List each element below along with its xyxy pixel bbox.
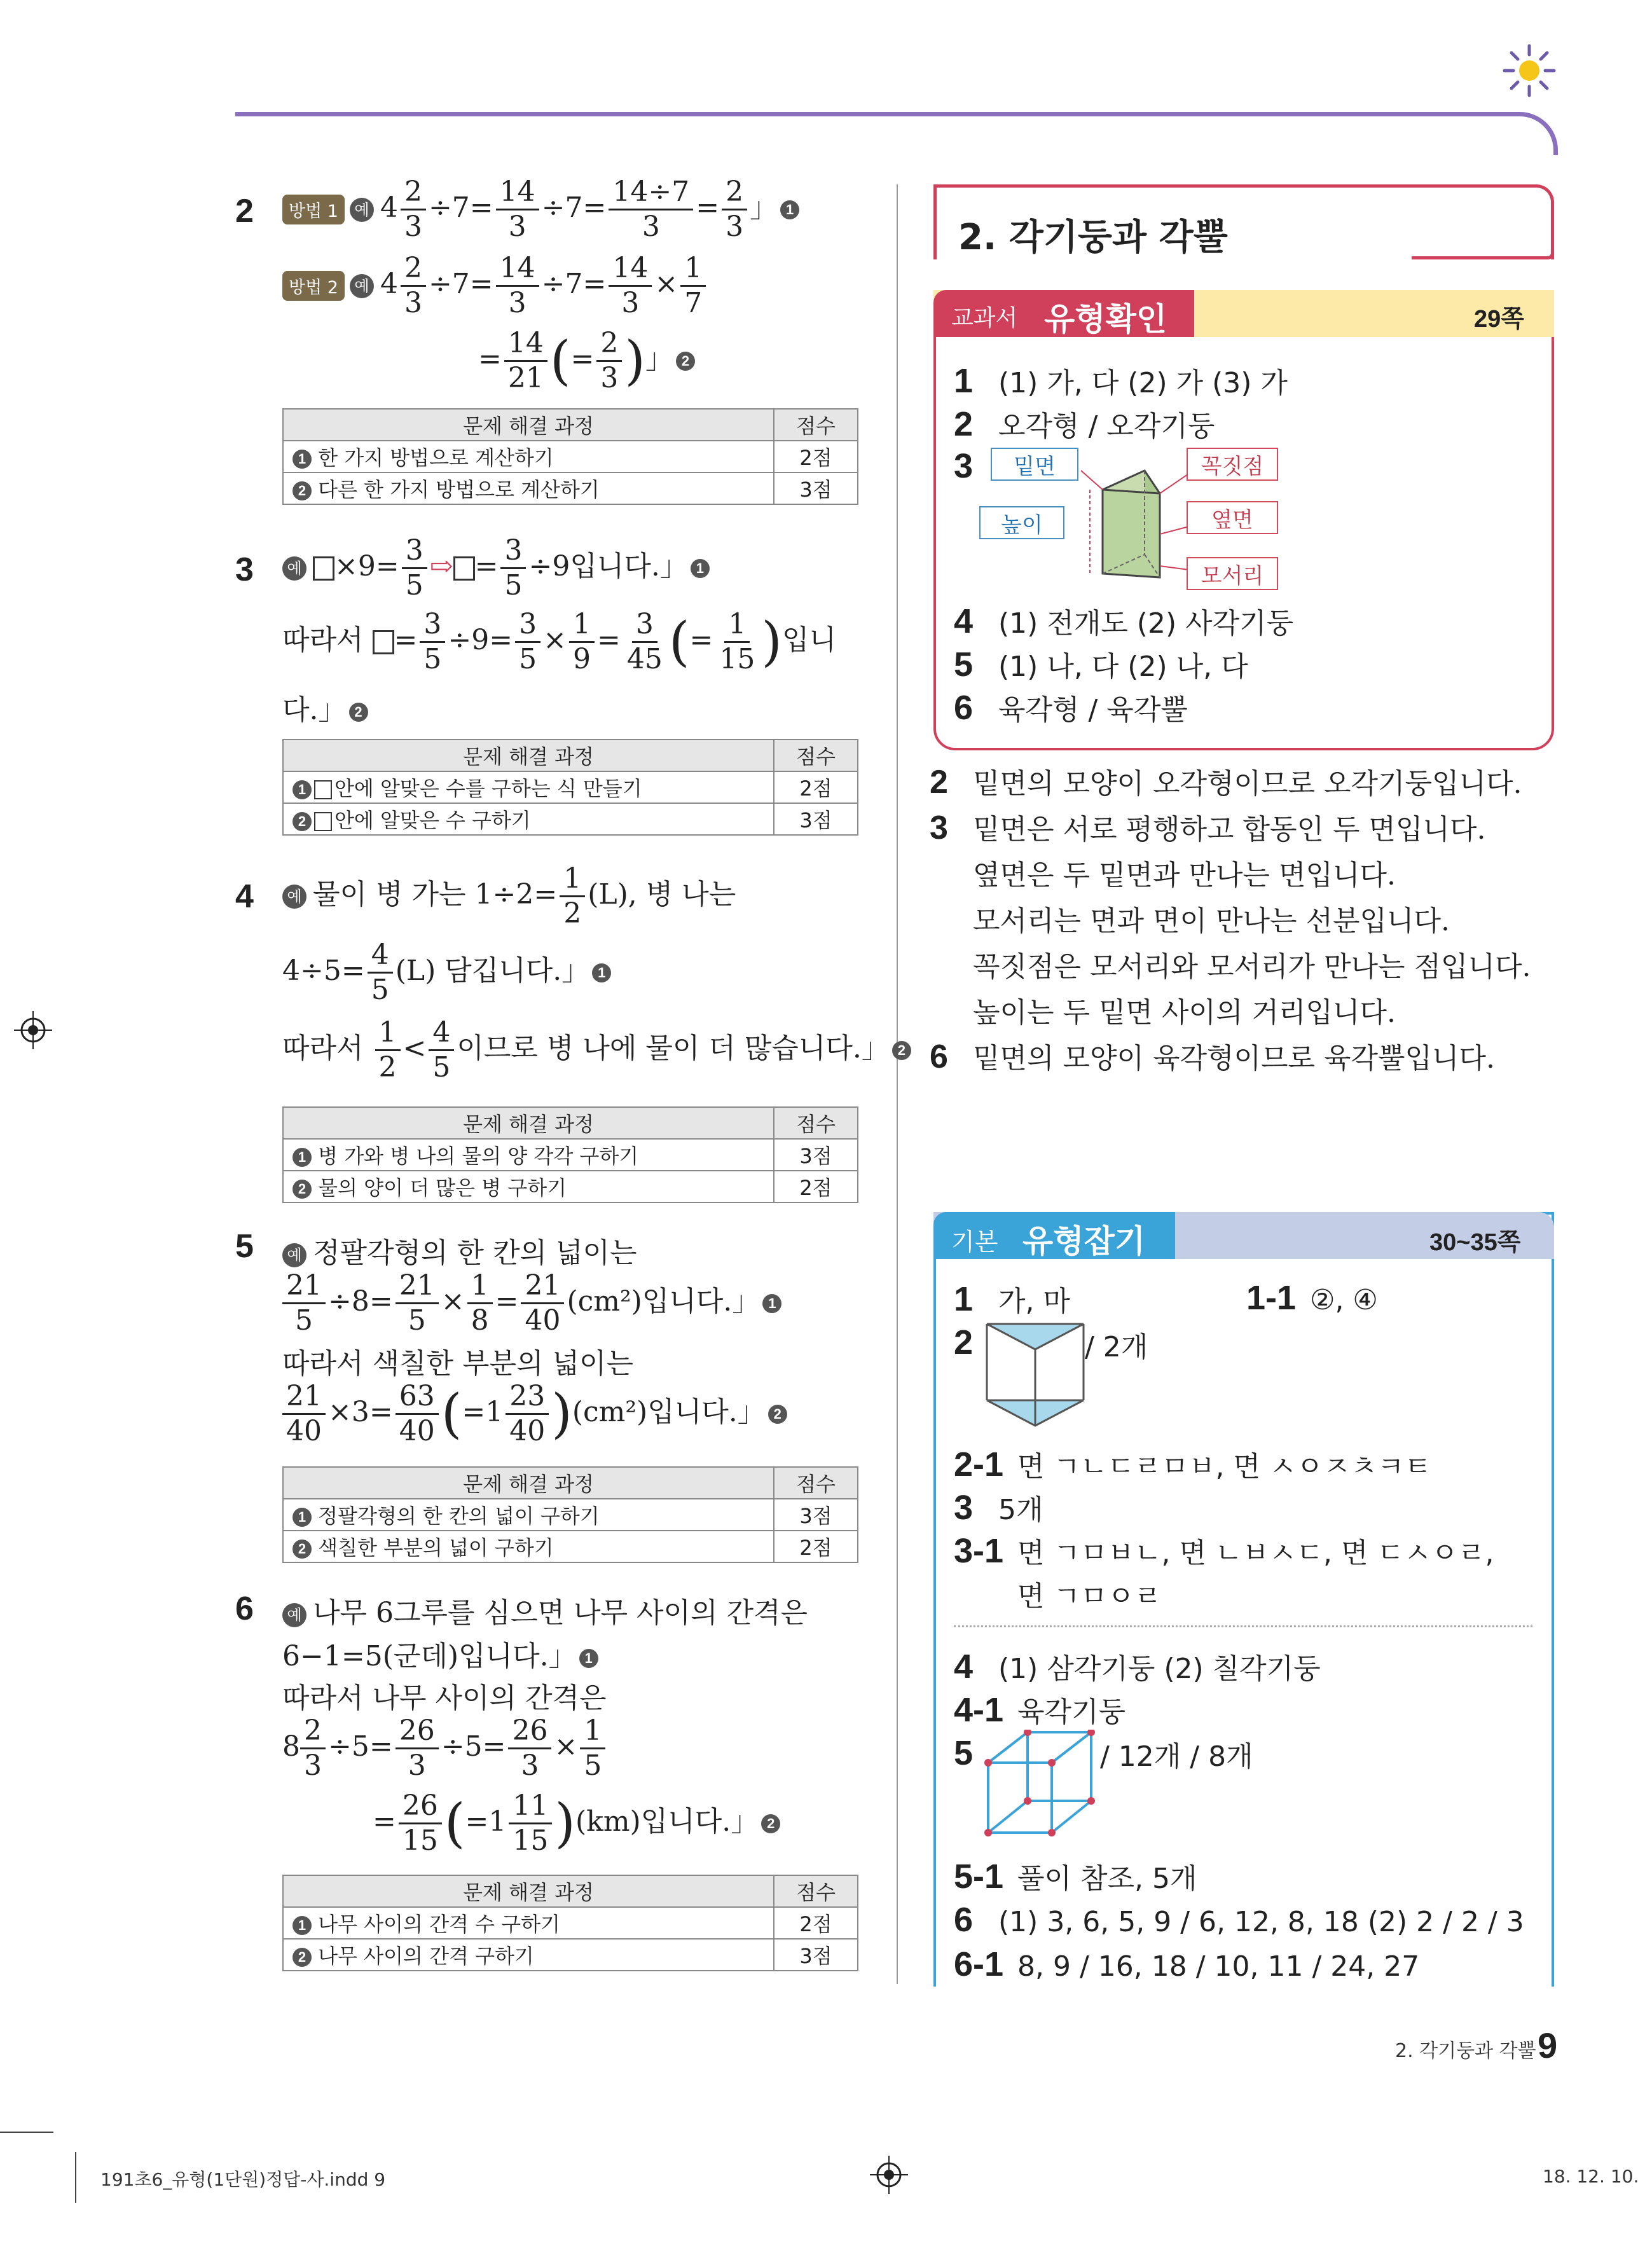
q3-number: 3 — [235, 551, 254, 588]
sec2-r6: 6 (1) 3, 6, 5, 9 / 6, 12, 8, 18 (2) 2 / 2 / 3 — [954, 1901, 1524, 1939]
sec1-a4: 4 (1) 전개도 (2) 사각기둥 — [954, 602, 1294, 640]
q4-number: 4 — [235, 878, 254, 915]
dotted-divider — [954, 1625, 1532, 1627]
q5-number: 5 — [235, 1228, 254, 1265]
q2-score-table: 문제 해결 과정 점수 1 한 가지 방법으로 계산하기 2점 2 다른 한 가지 방법으로 계산하기 3점 — [282, 408, 858, 505]
q2-method2-result: = $\frac{14}{21}$ (= $\frac{2}{3}$ )」 2 — [478, 329, 695, 392]
label-vertex: 꼭짓점 — [1187, 448, 1278, 481]
label-side: 옆면 — [1187, 501, 1278, 534]
sec2-r3-1: 3-1 면 ㄱㅁㅂㄴ, 면 ㄴㅂㅅㄷ, 면 ㄷㅅㅇㄹ, — [954, 1532, 1494, 1570]
q6-line3: 따라서 나무 사이의 간격은 — [282, 1682, 607, 1714]
sec2-r5-ans: / 12개 / 8개 — [1100, 1740, 1253, 1773]
label-height: 높이 — [979, 506, 1064, 539]
q3-line3: 다.」 2 — [282, 687, 368, 727]
q4-line3: 따라서 $\frac{1}{2}$ < $\frac{4}{5}$ 이므로 병 나에 물이 더 많습니다.」 2 — [282, 1019, 911, 1082]
sec2-r4: 4 (1) 삼각기둥 (2) 칠각기둥 — [954, 1648, 1321, 1686]
q3-line2: 따라서 = $\frac{3}{5}$ ÷9= $\frac{3}{5}$ × $\frac{1}{9}$ = $\frac{3}{45}$ (= $\frac{1}{15}$ )입니 — [282, 608, 837, 675]
sec2-r1: 1 가, 마 — [954, 1280, 1070, 1318]
explanations: 2 밑면의 모양이 오각형이므로 오각기둥입니다. 3 밑면은 서로 평행하고 합동인 두 면입니다. 옆면은 두 밑면과 만나는 면입니다. 모서리는 면과 면이 만나는 선분입니다. 꼭짓점은 모서리와 모서리가 만나는 점입니다. 높이는 두 밑면 사이의 거리입니다. 6 밑면의 모양이 육각형이므로 육각뿔입니다. — [930, 764, 1531, 1075]
sec1-page: 29쪽 — [1474, 306, 1524, 333]
chapter-title-box — [933, 184, 1554, 259]
registration-mark-icon — [870, 2156, 908, 2194]
q5-line1: 예 정팔각형의 한 칸의 넓이는 — [282, 1230, 637, 1271]
sec2-tab: 기본 유형잡기 — [933, 1212, 1175, 1259]
q6-line1: 예 나무 6그루를 심으면 나무 사이의 간격은 — [282, 1590, 808, 1630]
q6-line2: 6−1=5(군데)입니다.」 1 — [282, 1633, 598, 1674]
method2-badge: 방법 2 — [282, 271, 345, 301]
sec2-r2: 2 — [954, 1323, 974, 1361]
q3-line1: 예 ×9= $\frac{3}{5}$ ⇨ = $\frac{3}{5}$ ÷9입니다.」 1 — [282, 537, 710, 600]
q4-line2: 4÷5= $\frac{4}{5}$ (L) 담깁니다.」 1 — [282, 941, 611, 1004]
sun-icon — [1501, 42, 1558, 99]
q5-score-table: 문제 해결 과정 점수 1 정팔각형의 한 칸의 넓이 구하기 3점 2 색칠한 부분의 넓이 구하기 2점 — [282, 1466, 858, 1563]
sec1-a1: 1 (1) 가, 다 (2) 가 (3) 가 — [954, 362, 1288, 400]
footer-left-tick — [75, 2152, 76, 2203]
sec2-r5: 5 — [954, 1734, 974, 1772]
header-rule — [235, 112, 1558, 155]
q6-line5: = $\frac{26}{15}$ (=1 $\frac{11}{15}$ )(km)입니다.」 2 — [373, 1792, 780, 1855]
sec1-a6: 6 육각형 / 육각뿔 — [954, 689, 1188, 727]
footer-date: 18. 12. 10. — [1543, 2166, 1639, 2187]
registration-mark-icon — [14, 1011, 52, 1049]
sec1-a3: 3 — [954, 447, 974, 485]
footer-chapter: 2. 각기둥과 각뿔 — [1395, 2040, 1536, 2062]
label-edge: 모서리 — [1187, 557, 1278, 590]
q4-score-table: 문제 해결 과정 점수 1 병 가와 병 나의 물의 양 각각 구하기 3점 2 물의 양이 더 많은 병 구하기 2점 — [282, 1106, 858, 1203]
sec2-r2-1: 2-1 면 ㄱㄴㄷㄹㅁㅂ, 면 ㅅㅇㅈㅊㅋㅌ — [954, 1445, 1431, 1484]
ye-icon: 예 — [350, 198, 374, 222]
footer-left-rule — [0, 2132, 53, 2133]
q6-number: 6 — [235, 1590, 254, 1627]
q4-line1: 예 물이 병 가는 1÷2= $\frac{1}{2}$ (L), 병 나는 — [282, 865, 736, 928]
q2-method1-line: 방법 1 예 4 $\frac{2}{3}$ ÷7= $\frac{14}{3}$ ÷7= $\frac{14\div 7}{3}$ = $\frac{2}{3}$ 」 1 — [282, 178, 799, 241]
q2-method2-line: 방법 2 예 4 $\frac{2}{3}$ ÷7= $\frac{14}{3}$ ÷7= $\frac{14}{3}$ × $\frac{1}{7}$ — [282, 254, 708, 317]
sec1-a2: 2 오각형 / 오각기둥 — [954, 405, 1215, 443]
q5-line2: $\frac{21}{5}$ ÷8= $\frac{21}{5}$ × $\frac{1}{8}$ = $\frac{21}{40}$ (cm²)입니다.」 1 — [282, 1272, 781, 1335]
sec2-r2-ans: / 2개 — [1085, 1331, 1148, 1363]
q6-line4: 8 $\frac{2}{3}$ ÷5= $\frac{26}{3}$ ÷5= $\frac{26}{3}$ × $\frac{1}{5}$ — [282, 1717, 608, 1780]
column-divider — [897, 184, 898, 1984]
q5-line4: $\frac{21}{40}$ ×3= $\frac{63}{40}$ (=1 $\frac{23}{40}$ )(cm²)입니다.」 2 — [282, 1382, 787, 1445]
q2-number: 2 — [235, 193, 254, 230]
q5-line3: 따라서 색칠한 부분의 넓이는 — [282, 1347, 634, 1380]
footer-page: 9 — [1538, 2025, 1558, 2065]
sec2-page: 30~35쪽 — [1429, 1229, 1521, 1256]
triangular-prism-figure — [984, 1321, 1086, 1436]
cube-figure — [982, 1730, 1109, 1844]
sec2-r6-1: 6-1 8, 9 / 16, 18 / 10, 11 / 24, 27 — [954, 1945, 1420, 1983]
label-bottom: 밑면 — [991, 448, 1078, 481]
sec1-a5: 5 (1) 나, 다 (2) 나, 다 — [954, 645, 1248, 684]
sec2-r1-1: 1-1 ②, ④ — [1246, 1279, 1378, 1317]
q3-score-table: 문제 해결 과정 점수 1 안에 알맞은 수를 구하는 식 만들기 2점 2 안에 알맞은 수 구하기 3점 — [282, 739, 858, 836]
sec1-tab: 교과서 유형확인 — [933, 290, 1194, 337]
sec2-r3-1b: 면 ㄱㅁㅇㄹ — [1017, 1580, 1162, 1613]
sec2-r3: 3 5개 — [954, 1489, 1043, 1527]
footer-file: 191초6_유형(1단원)정답-사.indd 9 — [100, 2169, 386, 2190]
q6-score-table: 문제 해결 과정 점수 1 나무 사이의 간격 수 구하기 2점 2 나무 사이의 간격 구하기 3점 — [282, 1875, 858, 1971]
sec2-r5-1: 5-1 풀이 참조, 5개 — [954, 1857, 1197, 1896]
method1-badge: 방법 1 — [282, 195, 345, 224]
chapter-title: 2. 각기둥과 각뿔 — [958, 217, 1228, 258]
sec2-r4-1: 4-1 육각기둥 — [954, 1691, 1126, 1729]
